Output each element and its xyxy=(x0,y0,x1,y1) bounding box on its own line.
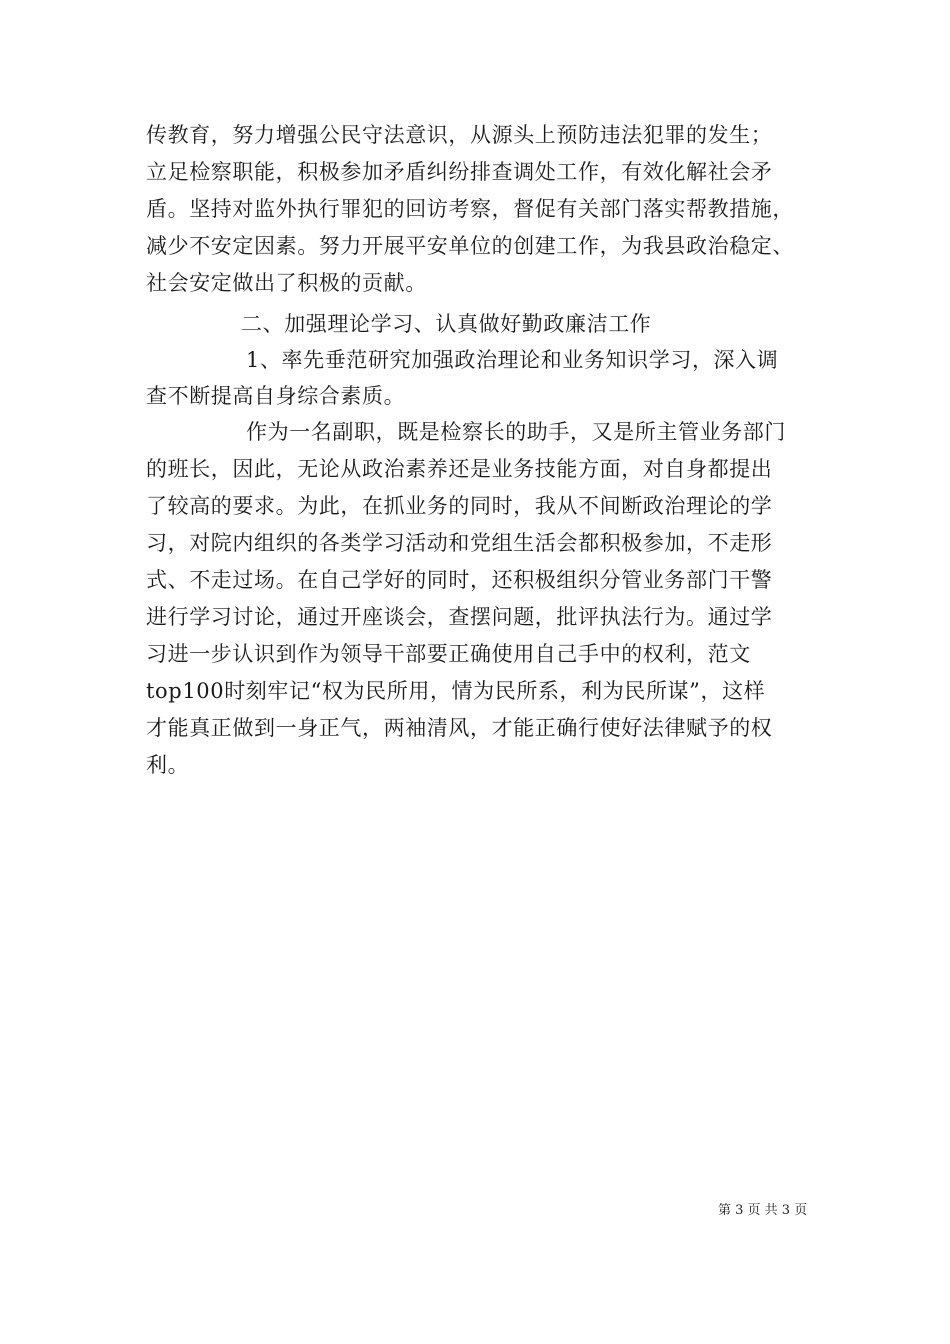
body-line-1: 传教育，努力增强公民守法意识，从源头上预防违法犯罪的发生； xyxy=(146,123,773,147)
body-line-8: 了较高的要求。为此，在抓业务的同时，我从不间断政治理论的学 xyxy=(146,494,773,518)
body-line-6: 作为一名副职，既是检察长的助手，又是所主管业务部门 xyxy=(246,420,786,444)
body-line-5: 社会安定做出了积极的贡献。 xyxy=(146,271,427,295)
body-line-13: top100时刻牢记“权为民所用，情为民所系，利为民所谋”，这样 xyxy=(146,679,766,703)
body-line-4: 减少不安定因素。努力开展平安单位的创建工作，为我县政治稳定、 xyxy=(146,234,794,258)
body-line-7: 的班长，因此，无论从政治素养还是业务技能方面，对自身都提出 xyxy=(146,457,773,481)
section-heading: 二、加强理论学习、认真做好勤政廉洁工作 xyxy=(241,312,652,336)
body-line-15: 利。 xyxy=(146,753,190,777)
subsection-heading-line-1: 1、率先垂范研究加强政治理论和业务知识学习，深入调 xyxy=(246,348,779,372)
body-line-11: 进行学习讨论，通过开座谈会，查摆问题，批评执法行为。通过学 xyxy=(146,605,773,629)
page-number: 第 3 页 共 3 页 xyxy=(718,1203,808,1218)
body-line-3: 盾。坚持对监外执行罪犯的回访考察，督促有关部门落实帮教措施， xyxy=(146,197,794,221)
subsection-heading-line-2: 查不断提高自身综合素质。 xyxy=(146,384,406,408)
body-line-12: 习进一步认识到作为领导干部要正确使用自己手中的权利，范文 xyxy=(146,642,751,666)
body-line-2: 立足检察职能，积极参加矛盾纠纷排查调处工作，有效化解社会矛 xyxy=(146,160,773,184)
body-line-10: 式、不走过场。在自己学好的同时，还积极组织分管业务部门干警 xyxy=(146,568,773,592)
body-line-9: 习，对院内组织的各类学习活动和党组生活会都积极参加，不走形 xyxy=(146,531,773,555)
body-line-14: 才能真正做到一身正气，两袖清风，才能正确行使好法律赋予的权 xyxy=(146,716,773,740)
